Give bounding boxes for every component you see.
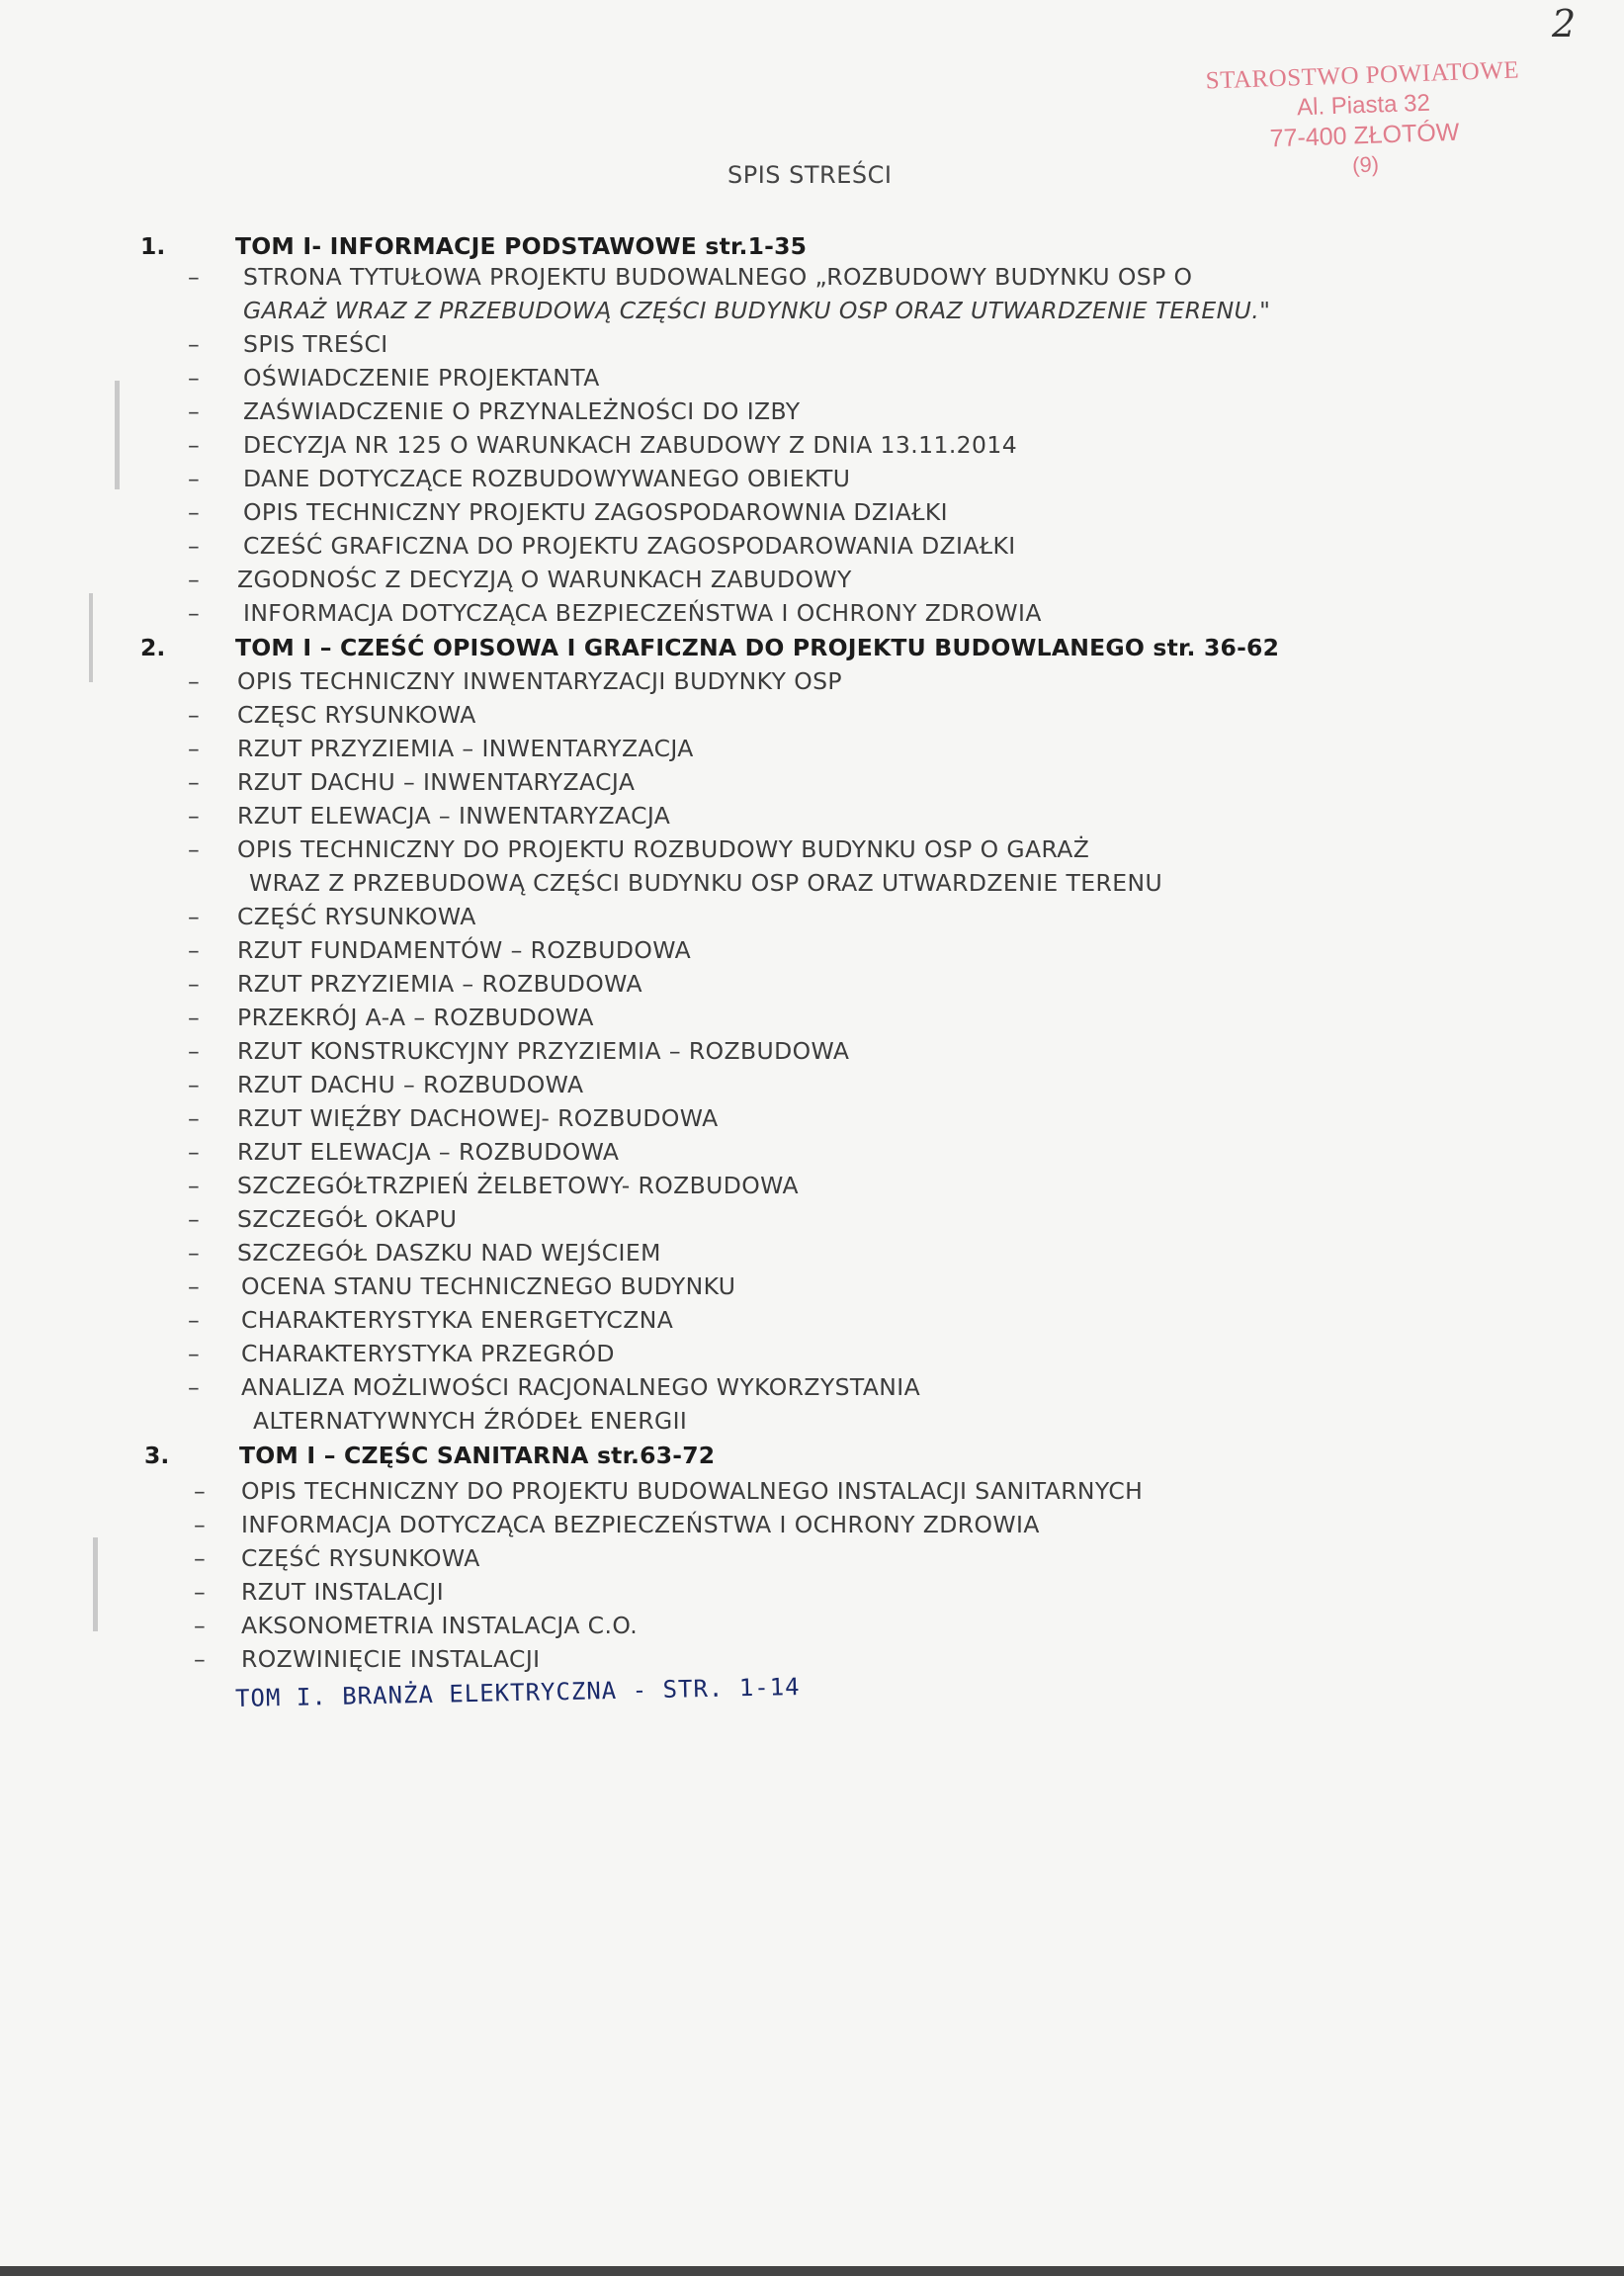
list-dash: – (188, 1340, 200, 1367)
list-item: CZĘSC RYSUNKOWA (237, 701, 476, 729)
list-dash: – (188, 768, 200, 796)
list-dash: – (194, 1477, 206, 1505)
list-item: RZUT DACHU – INWENTARYZACJA (237, 768, 636, 796)
stamp-line: STAROSTWO POWIATOWE (1205, 56, 1520, 95)
list-dash: – (188, 330, 200, 358)
list-dash: – (188, 1306, 200, 1334)
list-item: OPIS TECHNICZNY DO PROJEKTU BUDOWALNEGO INSTALACJI SANITARNYCH (241, 1477, 1144, 1505)
section-heading: TOM I – CZEŚĆ OPISOWA I GRAFICZNA DO PROJEKTU BUDOWLANEGO str. 36-62 (235, 634, 1280, 661)
list-dash: – (194, 1511, 206, 1538)
binder-hole-mark (93, 1537, 98, 1631)
list-dash: – (188, 1373, 200, 1401)
list-dash: – (194, 1612, 206, 1639)
list-dash: – (194, 1645, 206, 1673)
list-item: INFORMACJA DOTYCZĄCA BEZPIECZEŃSTWA I OCHRONY ZDROWIA (243, 599, 1042, 627)
list-dash: – (188, 566, 200, 593)
list-item: OCENA STANU TECHNICZNEGO BUDYNKU (241, 1272, 736, 1300)
list-item: CZĘŚĆ RYSUNKOWA (237, 903, 476, 930)
list-dash: – (188, 599, 200, 627)
list-item: OPIS TECHNICZNY INWENTARYZACJI BUDYNKY OSP (237, 667, 842, 695)
list-item: RZUT WIĘŹBY DACHOWEJ- ROZBUDOWA (237, 1104, 719, 1132)
list-item: CHARAKTERYSTYKA PRZEGRÓD (241, 1340, 615, 1367)
list-item-continuation: ALTERNATYWNYCH ŹRÓDEŁ ENERGII (253, 1407, 688, 1435)
list-dash: – (188, 970, 200, 998)
list-item-continuation: WRAZ Z PRZEBUDOWĄ CZĘŚCI BUDYNKU OSP ORAZ UTWARDZENIE TERENU (249, 869, 1163, 897)
list-dash: – (188, 701, 200, 729)
list-item: RZUT PRZYZIEMIA – ROZBUDOWA (237, 970, 642, 998)
list-item: SZCZEGÓŁ DASZKU NAD WEJŚCIEM (237, 1239, 661, 1267)
list-dash: – (188, 1004, 200, 1031)
list-item: RZUT ELEWACJA – ROZBUDOWA (237, 1138, 620, 1166)
list-item: RZUT INSTALACJI (241, 1578, 445, 1606)
list-item: CZĘŚĆ RYSUNKOWA (241, 1544, 480, 1572)
list-dash: – (188, 667, 200, 695)
list-item: CZEŚĆ GRAFICZNA DO PROJEKTU ZAGOSPODAROWANIA DZIAŁKI (243, 532, 1016, 560)
list-dash: – (194, 1544, 206, 1572)
list-item: ROZWINIĘCIE INSTALACJI (241, 1645, 541, 1673)
list-item: DECYZJA NR 125 O WARUNKACH ZABUDOWY Z DNIA 13.11.2014 (243, 431, 1018, 459)
list-item: CHARAKTERYSTYKA ENERGETYCZNA (241, 1306, 674, 1334)
list-item: ZAŚWIADCZENIE O PRZYNALEŻNOŚCI DO IZBY (243, 397, 801, 425)
list-item: RZUT KONSTRUKCYJNY PRZYZIEMIA – ROZBUDOWA (237, 1037, 850, 1065)
scan-edge (0, 2266, 1624, 2276)
list-item: STRONA TYTUŁOWA PROJEKTU BUDOWALNEGO „ROZBUDOWY BUDYNKU OSP O (243, 263, 1193, 291)
list-dash: – (188, 936, 200, 964)
list-dash: – (188, 1138, 200, 1166)
list-dash: – (188, 1071, 200, 1098)
list-item: PRZEKRÓJ A-A – ROZBUDOWA (237, 1004, 594, 1031)
list-dash: – (188, 1239, 200, 1267)
binder-hole-mark (89, 593, 93, 682)
stamp-line: 77-400 ZŁOTÓW (1269, 118, 1460, 153)
list-dash: – (188, 465, 200, 492)
section-heading: TOM I – CZĘŚC SANITARNA str.63-72 (239, 1442, 716, 1469)
list-item: SPIS TREŚCI (243, 330, 388, 358)
handwritten-note: TOM I. BRANŻA ELEKTRYCZNA - STR. 1-14 (234, 1673, 801, 1712)
list-dash: – (188, 364, 200, 392)
list-dash: – (188, 263, 200, 291)
list-dash: – (188, 1272, 200, 1300)
section-number: 2. (140, 634, 166, 661)
binder-hole-mark (115, 381, 120, 489)
list-dash: – (188, 1205, 200, 1233)
list-item: INFORMACJA DOTYCZĄCA BEZPIECZEŃSTWA I OCHRONY ZDROWIA (241, 1511, 1040, 1538)
list-item: DANE DOTYCZĄCE ROZBUDOWYWANEGO OBIEKTU (243, 465, 851, 492)
list-item: RZUT FUNDAMENTÓW – ROZBUDOWA (237, 936, 692, 964)
list-dash: – (188, 532, 200, 560)
list-item: RZUT DACHU – ROZBUDOWA (237, 1071, 584, 1098)
list-item: OŚWIADCZENIE PROJEKTANTA (243, 364, 600, 392)
list-dash: – (188, 835, 200, 863)
list-item: SZCZEGÓŁ OKAPU (237, 1205, 458, 1233)
list-dash: – (188, 1172, 200, 1199)
list-dash: – (194, 1578, 206, 1606)
list-item: OPIS TECHNICZNY DO PROJEKTU ROZBUDOWY BUDYNKU OSP O GARAŻ (237, 835, 1090, 863)
stamp-line: Al. Piasta 32 (1296, 89, 1431, 122)
list-dash: – (188, 903, 200, 930)
section-heading: TOM I- INFORMACJE PODSTAWOWE str.1-35 (235, 232, 808, 260)
list-dash: – (188, 735, 200, 762)
list-item: OPIS TECHNICZNY PROJEKTU ZAGOSPODAROWNIA DZIAŁKI (243, 498, 948, 526)
list-dash: – (188, 431, 200, 459)
list-dash: – (188, 1037, 200, 1065)
list-item-continuation: GARAŻ WRAZ Z PRZEBUDOWĄ CZĘŚCI BUDYNKU OSP ORAZ UTWARDZENIE TERENU." (243, 297, 1271, 324)
page-number: 2 (1552, 2, 1577, 45)
office-stamp (1184, 55, 1544, 186)
list-item: ANALIZA MOŻLIWOŚCI RACJONALNEGO WYKORZYSTANIA (241, 1373, 921, 1401)
section-number: 3. (144, 1442, 170, 1469)
list-item: AKSONOMETRIA INSTALACJA C.O. (241, 1612, 639, 1639)
list-item: RZUT ELEWACJA – INWENTARYZACJA (237, 802, 671, 830)
page-title: SPIS STREŚCI (727, 161, 893, 189)
stamp-line: (9) (1351, 151, 1380, 178)
list-dash: – (188, 802, 200, 830)
list-item: SZCZEGÓŁTRZPIEŃ ŻELBETOWY- ROZBUDOWA (237, 1172, 799, 1199)
section-number: 1. (140, 232, 166, 260)
list-item: RZUT PRZYZIEMIA – INWENTARYZACJA (237, 735, 694, 762)
list-dash: – (188, 1104, 200, 1132)
list-dash: – (188, 498, 200, 526)
list-item: ZGODNOŚC Z DECYZJĄ O WARUNKACH ZABUDOWY (237, 566, 852, 593)
list-dash: – (188, 397, 200, 425)
